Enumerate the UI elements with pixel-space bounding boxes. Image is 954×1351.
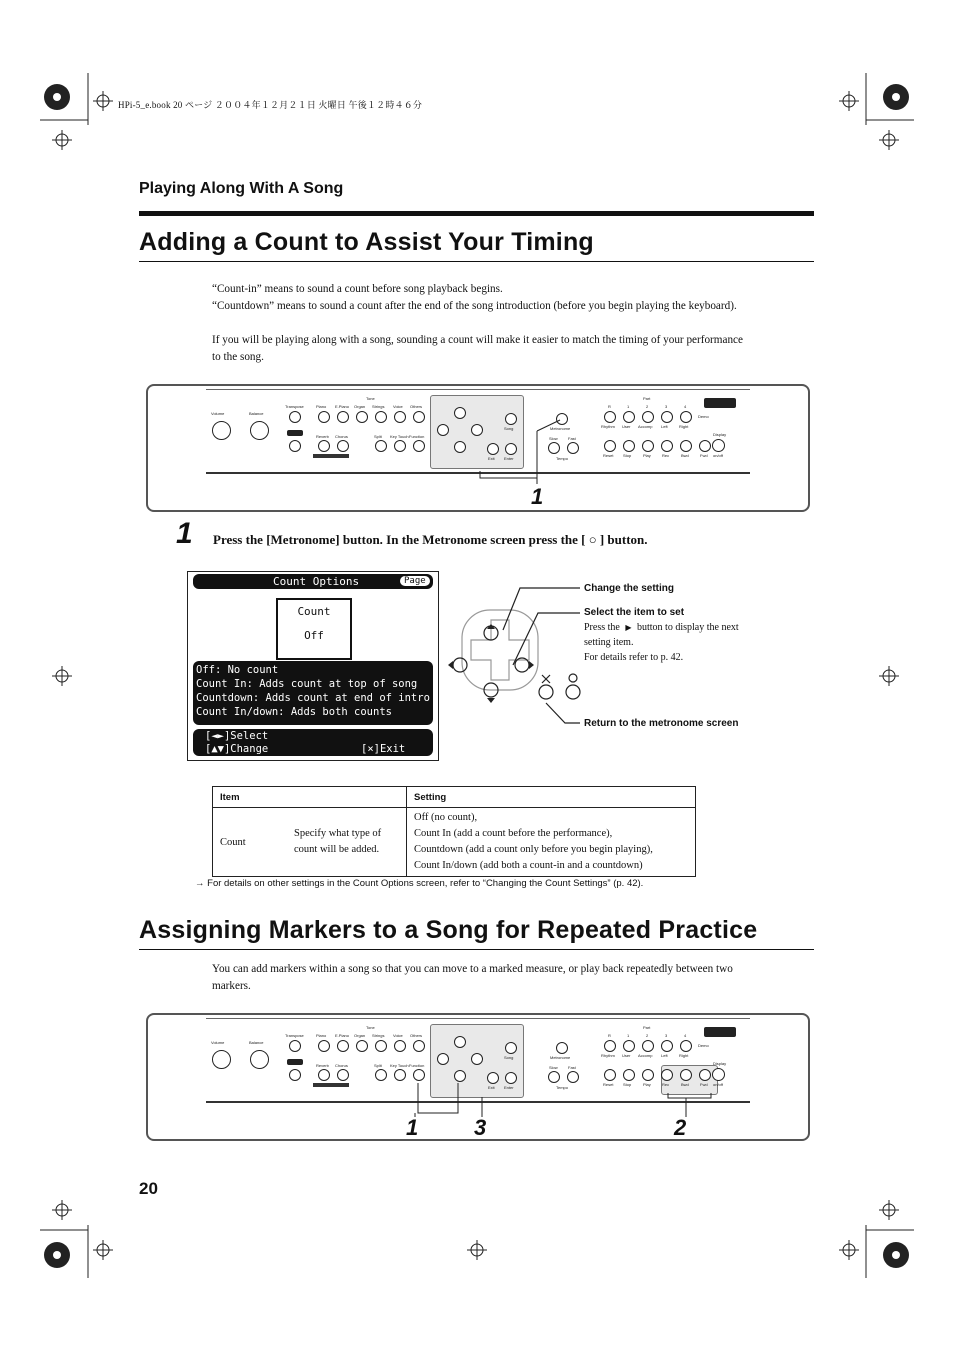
part-num-1-2: 1 xyxy=(627,1033,630,1038)
tone-label-strings-2: Strings xyxy=(372,1033,385,1038)
annotation-details-ref: For details refer to p. 42. xyxy=(584,652,684,663)
reset-label-2: Reset xyxy=(603,1082,614,1087)
balance-label-2: Balance xyxy=(249,1040,264,1045)
left-label: Left xyxy=(661,424,668,429)
accomp-label-2: Accomp xyxy=(638,1053,653,1058)
step-instruction: Press the [Metronome] button. In the Metronome screen press the [ ○ ] button. xyxy=(213,532,648,547)
slow-label: Slow xyxy=(549,436,558,441)
annotation-return: Return to the metronome screen xyxy=(584,718,739,729)
keytouch-label: Key Touch xyxy=(390,434,409,439)
function-label: Function xyxy=(409,434,425,439)
reference-note: → For details on other settings in the Count Options screen, refer to “Changing the Count Settings” (p. 42). xyxy=(195,878,644,889)
table-row xyxy=(213,808,696,877)
stop-label-2: Stop xyxy=(623,1082,632,1087)
step-number: 1 xyxy=(176,517,193,550)
left-label-2: Left xyxy=(661,1053,668,1058)
volume-label-2: Volume xyxy=(211,1040,225,1045)
split-label: Split xyxy=(374,434,382,439)
annotation-change-setting: Change the setting xyxy=(584,583,675,594)
rhythm-label: Rhythm xyxy=(601,424,615,429)
tone-label-piano-2: Piano xyxy=(316,1033,327,1038)
onoff-label-2: on/off xyxy=(713,1082,723,1087)
lcd-option-off: Off: No count xyxy=(196,664,279,676)
transpose-label-2: Transpose xyxy=(285,1033,304,1038)
lcd-nav-change: [▲▼]Change xyxy=(205,743,269,755)
exit-label: Exit xyxy=(488,456,495,461)
volume-label: Volume xyxy=(211,411,225,416)
lcd-screen xyxy=(187,571,439,761)
panel2-callout-1: 1 xyxy=(406,1115,419,1140)
annotation-press-the: Press the xyxy=(584,622,620,633)
lcd-option-both: Count In/down: Adds both counts xyxy=(196,706,392,718)
tone-label-organ: Organ xyxy=(354,404,366,409)
annotation-select-body xyxy=(584,620,739,665)
table-header-row xyxy=(213,787,696,808)
stop-label: Stop xyxy=(623,453,632,458)
rec-label-2: Rec xyxy=(662,1082,670,1087)
enter-label-2: Enter xyxy=(504,1085,514,1090)
function-label-2: Function xyxy=(409,1063,425,1068)
annotation-select-item: Select the item to set xyxy=(584,607,685,618)
table-header-setting: Setting xyxy=(407,787,696,808)
tone-label-organ-2: Organ xyxy=(354,1033,366,1038)
table-desc-line-1: Specify what type of xyxy=(294,828,382,839)
lcd-nav-exit: [×]Exit xyxy=(361,743,406,755)
panel2-callout-3: 3 xyxy=(474,1115,487,1140)
count-settings-table xyxy=(212,786,696,877)
part-group-label: Part xyxy=(643,396,651,401)
tone-label-epiano: E.Piano xyxy=(335,404,350,409)
right-arrow-icon: ▶ xyxy=(625,623,632,632)
tone-label-others-2: Others xyxy=(410,1033,423,1038)
reset-label: Reset xyxy=(603,453,614,458)
reverb-label: Reverb xyxy=(316,434,329,439)
exit-label-2: Exit xyxy=(488,1085,495,1090)
right-label: Right xyxy=(679,424,689,429)
table-desc-line-2: count will be added. xyxy=(294,844,380,855)
part-num-3: 3 xyxy=(665,404,668,409)
part-num-1: 1 xyxy=(627,404,630,409)
tone-label-epiano-2: E.Piano xyxy=(335,1033,350,1038)
table-header-item: Item xyxy=(213,787,407,808)
tone-label-others: Others xyxy=(410,404,423,409)
balance-label: Balance xyxy=(249,411,264,416)
part-group-label-2: Part xyxy=(643,1025,651,1030)
section2-title: Assigning Markers to a Song for Repeated Practice xyxy=(139,916,758,944)
song-label-2: Song xyxy=(504,1055,514,1060)
section1-paragraph-1: “Count-in” means to sound a count before song playback begins. xyxy=(212,283,503,295)
part-num-3-2: 3 xyxy=(665,1033,668,1038)
section2-title-rule xyxy=(139,949,814,950)
lcd-value-box xyxy=(276,598,352,660)
tone-group-label: Tone xyxy=(366,396,375,401)
fwd-label-2: Fwd xyxy=(700,1082,708,1087)
tone-label-voice-2: Voice xyxy=(393,1033,403,1038)
onoff-label: on/off xyxy=(713,453,723,458)
lcd-nav-select: [◄►]Select xyxy=(205,730,269,742)
lcd-box-label: Count xyxy=(297,605,331,618)
setting-both: Count In/down (add both a count-in and a countdown) xyxy=(414,860,643,871)
demo-label-2: Demo xyxy=(698,1043,709,1048)
file-info-header: HPi-5_e.book 20 ページ ２００４年１２月２１日 火曜日 午後１２時４６分 xyxy=(118,100,423,110)
metronome-label-2: Metronome xyxy=(550,1055,571,1060)
accomp-label: Accomp xyxy=(638,424,653,429)
annotation-setting-item: setting item. xyxy=(584,637,634,648)
page-number: 20 xyxy=(139,1179,158,1198)
slow-label-2: Slow xyxy=(549,1065,558,1070)
control-panel-illustration-2 xyxy=(146,1013,810,1141)
panel2-callout-2: 2 xyxy=(674,1115,687,1140)
control-panel-illustration xyxy=(146,384,810,512)
right-label-2: Right xyxy=(679,1053,689,1058)
section1-paragraph-3: If you will be playing along with a song, sounding a count will make it easier to match the timing of your performance to the song. xyxy=(212,334,743,363)
lcd-option-countin: Count In: Adds count at top of song xyxy=(196,678,418,690)
part-num-2: 2 xyxy=(646,404,649,409)
tone-label-strings: Strings xyxy=(372,404,385,409)
tempo-label: Tempo xyxy=(556,456,569,461)
split-label-2: Split xyxy=(374,1063,382,1068)
table-cell-description xyxy=(287,808,407,877)
demo-label: Demo xyxy=(698,414,709,419)
rec-label: Rec xyxy=(662,453,670,458)
setting-countdown: Countdown (add a count only before you begin playing), xyxy=(414,844,653,855)
user-label-2: User xyxy=(622,1053,631,1058)
section1-title-rule xyxy=(139,261,814,262)
part-num-r-2: R xyxy=(608,1033,611,1038)
annotation-display-next: button to display the next xyxy=(637,622,739,633)
tone-group-label-2: Tone xyxy=(366,1025,375,1030)
keytouch-label-2: Key Touch xyxy=(390,1063,409,1068)
section2-paragraph: You can add markers within a song so that you can move to a marked measure, or play back repeatedly between two markers. xyxy=(212,963,733,992)
chorus-label: Chorus xyxy=(335,434,348,439)
tempo-label-2: Tempo xyxy=(556,1085,569,1090)
lcd-title-bar xyxy=(193,574,433,589)
part-num-4-2: 4 xyxy=(684,1033,687,1038)
part-num-2-2: 2 xyxy=(646,1033,649,1038)
section-divider xyxy=(139,211,814,216)
play-label: Play xyxy=(643,453,651,458)
transpose-label: Transpose xyxy=(285,404,304,409)
play-label-2: Play xyxy=(643,1082,651,1087)
fast-label: Fast xyxy=(568,436,576,441)
part-num-r: R xyxy=(608,404,611,409)
song-label: Song xyxy=(504,426,514,431)
setting-off: Off (no count), xyxy=(414,812,478,823)
tone-label-voice: Voice xyxy=(393,404,403,409)
lcd-page-tag: Page xyxy=(400,576,430,586)
display-label-2: Display xyxy=(713,1061,727,1066)
fwd-label: Fwd xyxy=(700,453,708,458)
enter-label: Enter xyxy=(504,456,514,461)
lcd-help-area xyxy=(193,661,433,725)
part-num-4: 4 xyxy=(684,404,687,409)
metronome-label: Metronome xyxy=(550,426,571,431)
lcd-option-countdown: Countdown: Adds count at end of intro xyxy=(196,692,430,704)
lcd-title: Count Options xyxy=(273,575,360,588)
panel1-callout-1: 1 xyxy=(531,484,544,509)
table-cell-item: Count xyxy=(213,808,288,877)
reverb-label-2: Reverb xyxy=(316,1063,329,1068)
bwd-label: Bwd xyxy=(681,453,689,458)
panel1-callout-lines xyxy=(148,386,808,510)
chorus-label-2: Chorus xyxy=(335,1063,348,1068)
display-label: Display xyxy=(713,432,727,437)
fast-label-2: Fast xyxy=(568,1065,576,1070)
table-cell-settings xyxy=(407,808,696,877)
tone-label-piano: Piano xyxy=(316,404,327,409)
lcd-nav-area xyxy=(193,729,433,756)
section-heading: Playing Along With A Song xyxy=(139,180,344,197)
section1-paragraph-2: “Countdown” means to sound a count after the end of the song introduction (before you begin playing the keyboard). xyxy=(212,300,737,312)
user-label: User xyxy=(622,424,631,429)
rhythm-label-2: Rhythm xyxy=(601,1053,615,1058)
bwd-label-2: Bwd xyxy=(681,1082,689,1087)
setting-countin: Count In (add a count before the performance), xyxy=(414,828,613,839)
section1-title: Adding a Count to Assist Your Timing xyxy=(139,228,594,256)
lcd-box-value: Off xyxy=(304,629,324,642)
